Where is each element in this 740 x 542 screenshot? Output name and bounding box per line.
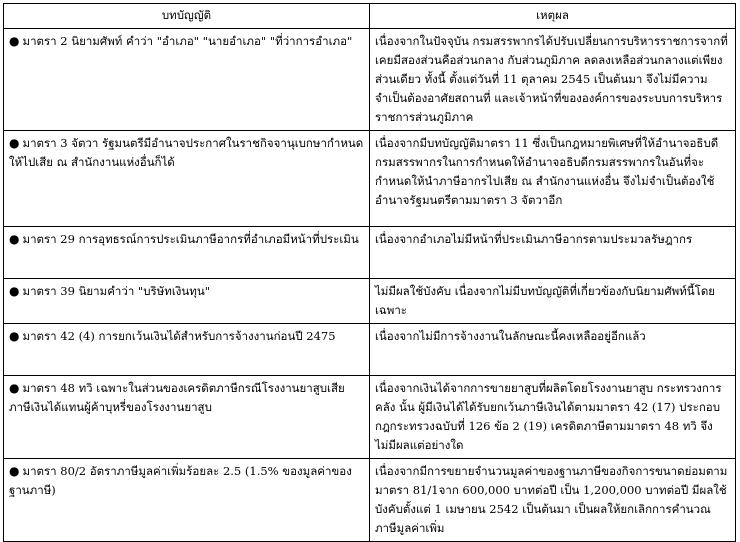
table-row — [4, 459, 736, 542]
table-row — [4, 324, 736, 376]
provision-cell — [4, 279, 370, 324]
provisions-table — [3, 3, 736, 542]
provision-cell — [4, 29, 370, 131]
reason-cell: เนื่องจากในปัจจุบัน กรมสรรพากรได้ปรับเปลี่ยนการบริหารราชการจากที่เคยมีสองส่วนคือส่วนกลาง กับส่วนภูมิภาค ลดลงเหลือส่วนกลางแต่เพียงส่วนเดียว ทั้งนี้ ตั้งแต่วันที่ 11 ตุลาคม 2545 เป็นต้นมา จึงไม่มีความจำเป็นต้องอาศัยสถานที่ และเจ้าหน้าที่ขององค์การของระบบการบริหารราชการส่วนภูมิภาค — [370, 29, 736, 131]
table-row — [4, 131, 736, 227]
bullet-icon: ● — [9, 232, 20, 246]
reason-cell: ไม่มีผลใช้บังคับ เนื่องจากไม่มีบทบัญญัติที่เกี่ยวข้องกับนิยามศัพท์นี้โดยเฉพาะ — [370, 279, 736, 324]
table-row — [4, 29, 736, 131]
table-row — [4, 376, 736, 459]
header-reason: เหตุผล — [370, 4, 736, 29]
provision-text: มาตรา 42 (4) การยกเว้นเงินได้สำหรับการจ้างงานก่อนปี 2475 — [22, 329, 336, 343]
bullet-icon: ● — [9, 329, 20, 343]
provision-text: มาตรา 29 การอุทธรณ์การประเมินภาษีอากรที่อำเภอมีหน้าที่ประเมิน — [22, 232, 359, 246]
reason-cell: เนื่องจากอำเภอไม่มีหน้าที่ประเมินภาษีอากรตามประมวลรัษฎากร — [370, 227, 736, 279]
reason-cell: เนื่องจากมีบทบัญญัติมาตรา 11 ซึ่งเป็นกฎหมายพิเศษที่ให้อำนาจอธิบดีกรมสรรพากรในการกำหนดให้อำนาจอธิบดีกรมสรรพากรในอันที่จะกำหนดให้นำภาษีอากรไปเสีย ณ สำนักงานแห่งอื่น จึงไม่จำเป็นต้องใช้อำนาจรัฐมนตรีตามมาตรา 3 จัตวาอีก — [370, 131, 736, 227]
bullet-icon: ● — [9, 136, 20, 150]
reason-cell: เนื่องจากมีการขยายจำนวนมูลค่าของฐานภาษีของกิจการขนาดย่อมตามมาตรา 81/1จาก 600,000 บาทต่อปี เป็น 1,200,000 บาทต่อปี มีผลใช้บังคับตั้งแต่ 1 เมษายน 2542 เป็นต้นมา เป็นผลให้ยกเลิกการคำนวณภาษีมูลค่าเพิ่ม — [370, 459, 736, 542]
reason-cell: เนื่องจากเงินได้จากการขายยาสูบที่ผลิตโดยโรงงานยาสูบ กระทรวงการคลัง นั้น ผู้มีเงินได้ได้รับยกเว้นภาษีเงินได้ตามมาตรา 42 (17) ประกอบกฎกระทรวงฉบับที่ 126 ข้อ 2 (19) เครดิตภาษีตามมาตรา 48 ทวิ จึงไม่มีผลแต่อย่างใด — [370, 376, 736, 459]
bullet-icon: ● — [9, 464, 20, 478]
provision-cell — [4, 376, 370, 459]
table-row — [4, 279, 736, 324]
bullet-icon: ● — [9, 34, 20, 48]
bullet-icon: ● — [9, 381, 20, 395]
document-page — [3, 3, 736, 542]
provision-text: มาตรา 48 ทวิ เฉพาะในส่วนของเครดิตภาษีกรณีโรงงานยาสูบเสียภาษีเงินได้แทนผู้ค้าบุหรี่ของโรงงานยาสูบ — [9, 381, 345, 414]
provision-text: มาตรา 39 นิยามคำว่า "บริษัทเงินทุน" — [22, 284, 210, 298]
bullet-icon: ● — [9, 284, 20, 298]
reason-cell: เนื่องจากไม่มีการจ้างงานในลักษณะนี้คงเหลืออยู่อีกแล้ว — [370, 324, 736, 376]
provision-text: มาตรา 2 นิยามศัพท์ คำว่า "อำเภอ" "นายอำเภอ" "ที่ว่าการอำเภอ" — [22, 34, 353, 48]
provision-cell — [4, 459, 370, 542]
provision-text: มาตรา 3 จัตวา รัฐมนตรีมีอำนาจประกาศในราชกิจจานุเบกษากำหนดให้ไปเสีย ณ สำนักงานแห่งอื่นก็ได้ — [9, 136, 364, 169]
header-provision: บทบัญญัติ — [4, 4, 370, 29]
provision-cell — [4, 227, 370, 279]
table-row — [4, 227, 736, 279]
provision-cell — [4, 324, 370, 376]
provision-cell — [4, 131, 370, 227]
table-header-row — [4, 4, 736, 29]
provision-text: มาตรา 80/2 อัตราภาษีมูลค่าเพิ่มร้อยละ 2.5 (1.5% ของมูลค่าของฐานภาษี) — [9, 464, 352, 497]
